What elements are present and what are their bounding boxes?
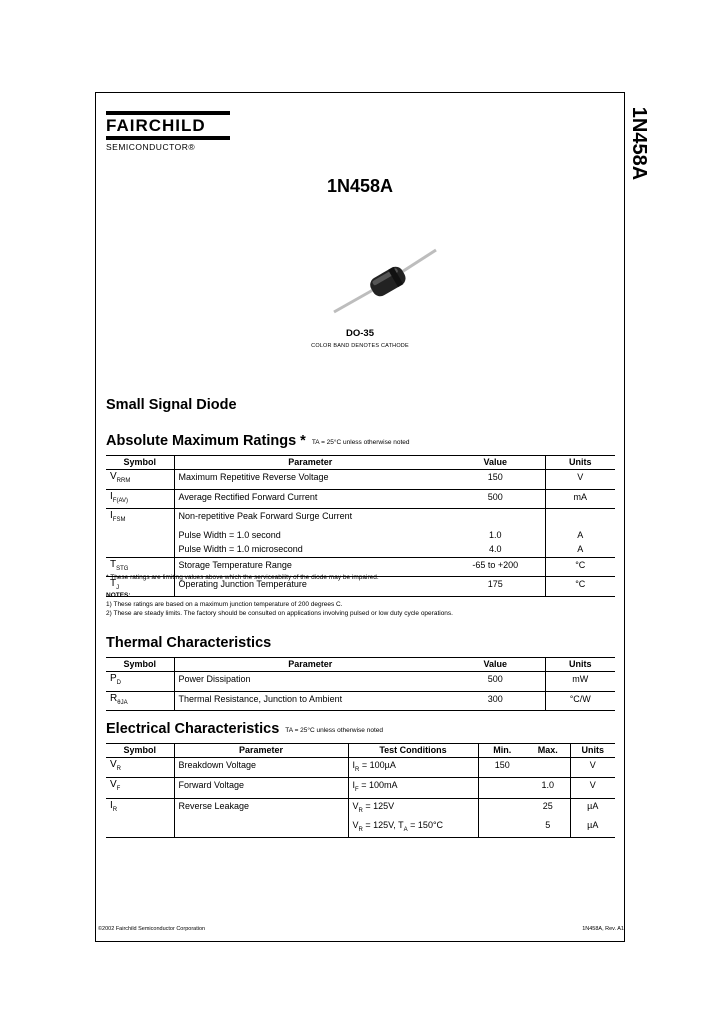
electrical-table (106, 743, 615, 838)
units-cell: µA (570, 818, 615, 838)
electrical-condition: TA = 25°C unless otherwise noted (285, 727, 383, 734)
value-cell (446, 509, 545, 528)
value-cell: 4.0 (488, 544, 502, 554)
package-label: DO-35 (346, 328, 374, 339)
symbol-cell: $R_{\theta JA}$ (106, 691, 174, 711)
abs-max-title: Absolute Maximum Ratings * (106, 433, 306, 449)
symbol-cell: $V_{RRM}$ (110, 471, 131, 484)
diode-package-image (330, 240, 440, 320)
value-cell: 150 (487, 472, 503, 482)
abs-max-header-row (106, 456, 615, 470)
parameter-cell: Forward Voltage (174, 778, 348, 798)
condition-cell: $V_R = 125V$, $T_A = 150^\circ C$ (348, 818, 478, 838)
min-cell (478, 818, 526, 838)
notes-title: NOTES: (106, 592, 131, 599)
table-row (106, 509, 615, 528)
parameter-cell: Non-repetitive Peak Forward Surge Current (174, 509, 446, 528)
max-cell (526, 758, 570, 778)
parameter-cell: Pulse Width = 1.0 microsecond (174, 542, 446, 557)
parameter-cell (174, 818, 348, 838)
value-cell: 300 (446, 691, 545, 711)
footer-copyright: ©2002 Fairchild Semiconductor Corporation (98, 926, 206, 932)
parameter-cell: Thermal Resistance, Junction to Ambient (174, 691, 446, 711)
parameter-cell: Pulse Width = 1.0 second (174, 528, 446, 543)
table-row (106, 818, 615, 838)
note-1: 1) These ratings are based on a maximum junction temperature of 200 degrees C. (106, 601, 343, 608)
units-cell: mW (545, 672, 615, 692)
parameter-cell: Maximum Repetitive Reverse Voltage (174, 470, 446, 490)
abs-max-condition: TA = 25°C unless otherwise noted (311, 439, 410, 446)
table-row (106, 691, 615, 711)
condition-cell: $V_R = 125V$ (348, 798, 478, 818)
min-cell (478, 778, 526, 798)
abs-max-heading (106, 433, 410, 449)
parameter-cell: Average Rectified Forward Current (174, 489, 446, 509)
diode-body (367, 264, 408, 299)
logo-bar-top (106, 111, 230, 115)
col-max: Max. (526, 744, 570, 758)
col-parameter: Parameter (174, 744, 348, 758)
symbol-cell (106, 528, 174, 543)
units-cell (545, 509, 615, 528)
col-units: Units (570, 744, 615, 758)
thermal-title: Thermal Characteristics (106, 635, 272, 651)
max-cell: 1.0 (526, 778, 570, 798)
symbol-cell: $V_F$ (106, 778, 174, 798)
units-cell: µA (570, 798, 615, 818)
col-parameter: Parameter (174, 658, 446, 672)
units-cell: mA (545, 489, 615, 509)
symbol-cell (106, 818, 174, 838)
value-cell: 175 (446, 577, 545, 597)
col-units: Units (545, 658, 615, 672)
col-symbol: Symbol (106, 456, 174, 470)
table-row (106, 528, 615, 543)
parameter-cell: Power Dissipation (174, 672, 446, 692)
units-cell: V (545, 470, 615, 490)
value-cell: 1.0 (488, 529, 502, 540)
footer-revision: 1N458A, Rev. A1 (582, 926, 624, 932)
fairchild-logo (106, 111, 230, 152)
condition-cell: $I_R = 100\mu A$ (348, 758, 478, 778)
side-part-number-text: 1N458A (628, 106, 651, 181)
units-cell: °C (545, 557, 615, 577)
table-row (106, 778, 615, 798)
col-parameter: Parameter (174, 456, 446, 470)
device-subtitle: Small Signal Diode (106, 397, 237, 413)
electrical-header-row (106, 744, 615, 758)
col-symbol: Symbol (106, 744, 174, 758)
col-value: Value (446, 456, 545, 470)
table-row (106, 470, 615, 490)
units-cell: A (545, 528, 615, 543)
logo-bar-bottom (106, 136, 230, 140)
table-row (106, 672, 615, 692)
thermal-table (106, 657, 615, 711)
part-number-title: 1N458A (326, 176, 394, 196)
value-cell: 500 (487, 674, 503, 684)
max-cell: 5 (526, 818, 570, 838)
value-cell: -65 to +200 (446, 557, 545, 577)
col-test-conditions: Test Conditions (348, 744, 478, 758)
table-row (106, 542, 615, 557)
units-cell: V (570, 758, 615, 778)
table-row (106, 798, 615, 818)
symbol-cell: $V_R$ (110, 759, 122, 772)
parameter-cell: Reverse Leakage (174, 798, 348, 818)
abs-max-notes (106, 591, 453, 618)
units-cell: A (545, 542, 615, 557)
package-note: COLOR BAND DENOTES CATHODE (311, 343, 409, 349)
units-cell: °C/W (545, 691, 615, 711)
symbol-cell: $P_D$ (110, 673, 122, 686)
abs-max-footnote: * These ratings are limiting values above which the serviceability of the diode may be impaired. (106, 574, 379, 581)
thermal-header-row (106, 658, 615, 672)
symbol-cell: $I_{FSM}$ (106, 509, 174, 528)
col-value: Value (446, 658, 545, 672)
symbol-cell (106, 542, 174, 557)
logo-brand: FAIRCHILD (106, 116, 206, 135)
parameter-cell: Operating Junction Temperature (174, 577, 446, 597)
units-cell: °C (545, 577, 615, 597)
min-cell (478, 798, 526, 818)
symbol-cell: $T_{STG}$ (106, 557, 174, 577)
symbol-cell: $T_J$ (106, 577, 174, 597)
min-cell: 150 (478, 758, 526, 778)
col-min: Min. (478, 744, 526, 758)
col-symbol: Symbol (106, 658, 174, 672)
electrical-heading (106, 721, 383, 737)
condition-cell: $I_F = 100mA$ (348, 778, 478, 798)
units-cell: V (570, 778, 615, 798)
logo-subtitle: SEMICONDUCTOR® (106, 142, 196, 152)
electrical-title: Electrical Characteristics (106, 721, 280, 737)
symbol-cell: $I_R$ (106, 798, 174, 818)
parameter-cell: Storage Temperature Range (174, 557, 446, 577)
value-cell: 500 (446, 489, 545, 509)
thermal-heading (106, 635, 271, 651)
table-row (106, 489, 615, 509)
max-cell: 25 (526, 798, 570, 818)
parameter-cell: Breakdown Voltage (174, 758, 348, 778)
col-units: Units (545, 456, 615, 470)
table-row (106, 758, 615, 778)
symbol-cell: $I_{F(AV)}$ (106, 489, 174, 509)
note-2: 2) These are steady limits. The factory should be consulted on applications involving pulsed or low duty cycle operations. (106, 610, 453, 617)
